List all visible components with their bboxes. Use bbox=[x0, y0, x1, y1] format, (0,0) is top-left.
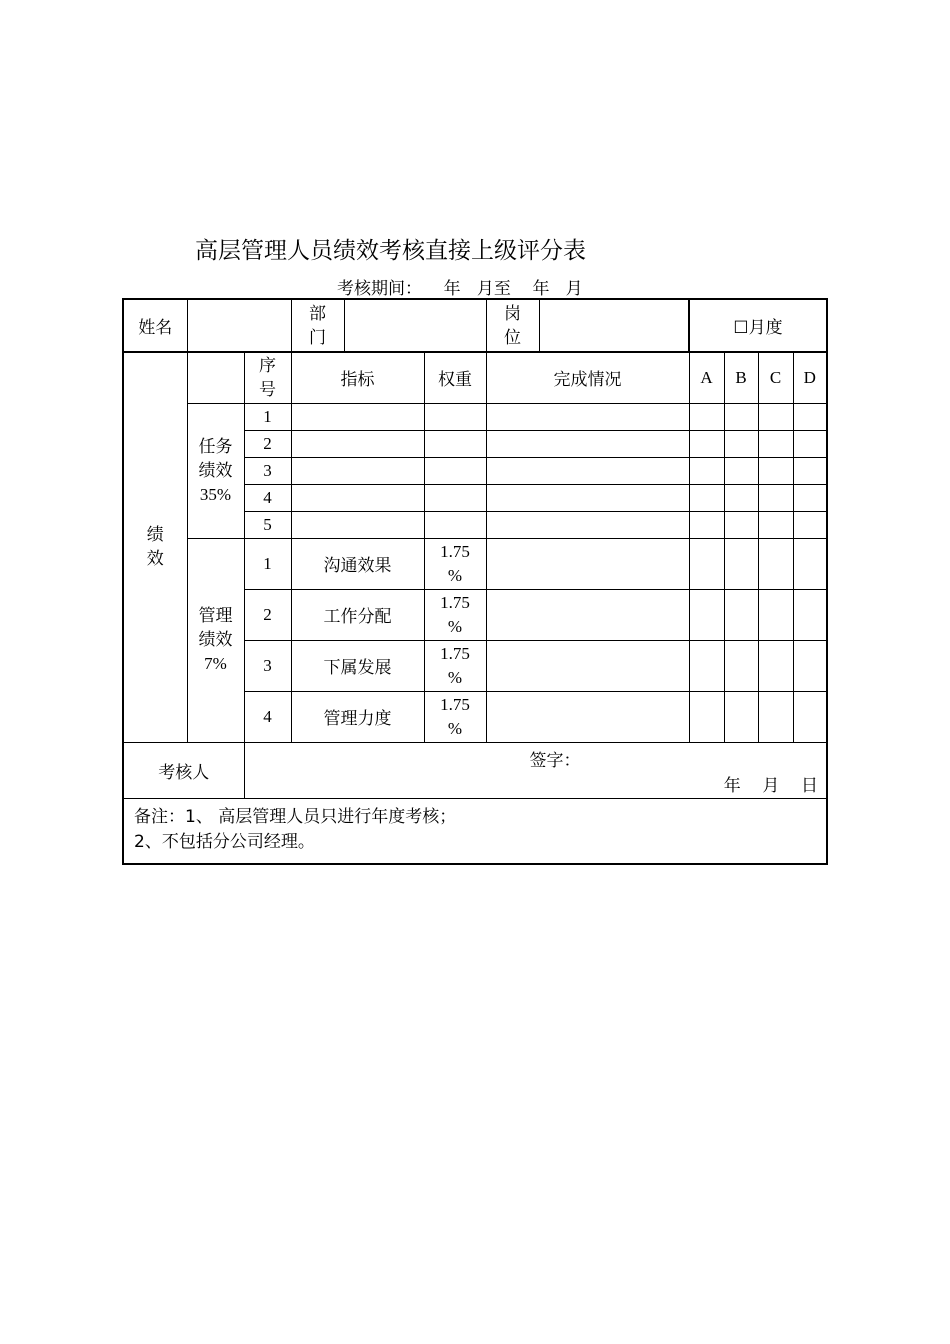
grade-a-cell[interactable] bbox=[689, 538, 724, 589]
grade-b-cell[interactable] bbox=[724, 691, 758, 742]
name-label: 姓名 bbox=[123, 299, 187, 352]
task-completion-cell[interactable] bbox=[486, 511, 689, 538]
table-row bbox=[123, 538, 827, 589]
task-completion-cell[interactable] bbox=[486, 430, 689, 457]
grade-a-cell[interactable] bbox=[689, 691, 724, 742]
grade-d-cell[interactable] bbox=[793, 484, 827, 511]
seq-header: 序 号 bbox=[244, 352, 291, 403]
grade-a-cell[interactable] bbox=[689, 511, 724, 538]
grade-c-cell[interactable] bbox=[758, 484, 793, 511]
dept-value-cell[interactable] bbox=[344, 299, 486, 352]
evaluation-form-table bbox=[122, 298, 828, 865]
notes-row bbox=[123, 798, 827, 864]
column-header-row bbox=[123, 352, 827, 403]
review-period-line: 考核期间： 年 月至 年 月 bbox=[337, 279, 583, 299]
mgmt-completion-cell[interactable] bbox=[486, 691, 689, 742]
mgmt-indicator: 工作分配 bbox=[291, 589, 424, 640]
task-completion-cell[interactable] bbox=[486, 457, 689, 484]
task-group-label: 任务 绩效 35% bbox=[187, 403, 244, 538]
task-indicator-cell[interactable] bbox=[291, 430, 424, 457]
post-value-cell[interactable] bbox=[539, 299, 689, 352]
mgmt-weight: 1.75 % bbox=[424, 589, 486, 640]
grade-a-cell[interactable] bbox=[689, 589, 724, 640]
mgmt-completion-cell[interactable] bbox=[486, 589, 689, 640]
grade-b-cell[interactable] bbox=[724, 403, 758, 430]
grade-c-header: C bbox=[758, 352, 793, 403]
signature-date: 年 月 日 bbox=[723, 775, 818, 796]
grade-d-cell[interactable] bbox=[793, 403, 827, 430]
grade-a-cell[interactable] bbox=[689, 403, 724, 430]
task-completion-cell[interactable] bbox=[486, 403, 689, 430]
mgmt-group-label: 管理 绩效 7% bbox=[187, 538, 244, 742]
grade-b-cell[interactable] bbox=[724, 457, 758, 484]
mgmt-completion-cell[interactable] bbox=[486, 538, 689, 589]
grade-b-cell[interactable] bbox=[724, 589, 758, 640]
task-completion-cell[interactable] bbox=[486, 484, 689, 511]
grade-c-cell[interactable] bbox=[758, 403, 793, 430]
mgmt-indicator: 沟通效果 bbox=[291, 538, 424, 589]
weight-header: 权重 bbox=[424, 352, 486, 403]
grade-d-cell[interactable] bbox=[793, 691, 827, 742]
reviewer-signature-cell[interactable] bbox=[244, 742, 827, 798]
task-indicator-cell[interactable] bbox=[291, 403, 424, 430]
mgmt-seq: 4 bbox=[244, 691, 291, 742]
grade-b-cell[interactable] bbox=[724, 484, 758, 511]
task-weight-cell[interactable] bbox=[424, 430, 486, 457]
grade-c-cell[interactable] bbox=[758, 430, 793, 457]
grade-a-cell[interactable] bbox=[689, 640, 724, 691]
note-line-2: 2、不包括分公司经理。 bbox=[134, 831, 315, 852]
grade-c-cell[interactable] bbox=[758, 511, 793, 538]
indicator-header: 指标 bbox=[291, 352, 424, 403]
signature-label: 签字： bbox=[529, 750, 581, 771]
grade-d-cell[interactable] bbox=[793, 640, 827, 691]
task-seq: 2 bbox=[244, 430, 291, 457]
grade-b-cell[interactable] bbox=[724, 640, 758, 691]
grade-d-cell[interactable] bbox=[793, 457, 827, 484]
grade-d-cell[interactable] bbox=[793, 538, 827, 589]
name-value-cell[interactable] bbox=[187, 299, 291, 352]
completion-header: 完成情况 bbox=[486, 352, 689, 403]
performance-section-label: 绩 效 bbox=[123, 352, 187, 742]
grade-b-cell[interactable] bbox=[724, 538, 758, 589]
task-indicator-cell[interactable] bbox=[291, 457, 424, 484]
task-weight-cell[interactable] bbox=[424, 457, 486, 484]
task-seq: 4 bbox=[244, 484, 291, 511]
mgmt-seq: 3 bbox=[244, 640, 291, 691]
task-indicator-cell[interactable] bbox=[291, 484, 424, 511]
grade-d-header: D bbox=[793, 352, 827, 403]
grade-a-cell[interactable] bbox=[689, 457, 724, 484]
mgmt-seq: 1 bbox=[244, 538, 291, 589]
grade-b-cell[interactable] bbox=[724, 511, 758, 538]
task-weight-cell[interactable] bbox=[424, 403, 486, 430]
dept-label: 部 门 bbox=[291, 299, 344, 352]
group-header-blank bbox=[187, 352, 244, 403]
grade-c-cell[interactable] bbox=[758, 640, 793, 691]
mgmt-weight: 1.75 % bbox=[424, 691, 486, 742]
reviewer-row bbox=[123, 742, 827, 798]
task-weight-cell[interactable] bbox=[424, 484, 486, 511]
mgmt-weight: 1.75 % bbox=[424, 538, 486, 589]
task-seq: 3 bbox=[244, 457, 291, 484]
grade-d-cell[interactable] bbox=[793, 511, 827, 538]
task-seq: 1 bbox=[244, 403, 291, 430]
grade-a-cell[interactable] bbox=[689, 484, 724, 511]
grade-c-cell[interactable] bbox=[758, 457, 793, 484]
grade-a-header: A bbox=[689, 352, 724, 403]
task-indicator-cell[interactable] bbox=[291, 511, 424, 538]
grade-c-cell[interactable] bbox=[758, 538, 793, 589]
grade-a-cell[interactable] bbox=[689, 430, 724, 457]
notes-cell bbox=[123, 798, 827, 864]
task-weight-cell[interactable] bbox=[424, 511, 486, 538]
task-seq: 5 bbox=[244, 511, 291, 538]
table-row bbox=[123, 403, 827, 430]
form-title: 高层管理人员绩效考核直接上级评分表 bbox=[195, 238, 586, 264]
post-label: 岗 位 bbox=[486, 299, 539, 352]
header-row bbox=[123, 299, 827, 352]
grade-c-cell[interactable] bbox=[758, 691, 793, 742]
reviewer-label: 考核人 bbox=[123, 742, 244, 798]
mgmt-seq: 2 bbox=[244, 589, 291, 640]
period-type-checkbox[interactable]: ☐月度 bbox=[689, 299, 827, 352]
grade-d-cell[interactable] bbox=[793, 589, 827, 640]
grade-b-cell[interactable] bbox=[724, 430, 758, 457]
grade-b-header: B bbox=[724, 352, 758, 403]
note-line-1: 备注：1、 高层管理人员只进行年度考核； bbox=[134, 806, 457, 827]
grade-c-cell[interactable] bbox=[758, 589, 793, 640]
mgmt-weight: 1.75 % bbox=[424, 640, 486, 691]
mgmt-indicator: 管理力度 bbox=[291, 691, 424, 742]
mgmt-indicator: 下属发展 bbox=[291, 640, 424, 691]
mgmt-completion-cell[interactable] bbox=[486, 640, 689, 691]
grade-d-cell[interactable] bbox=[793, 430, 827, 457]
